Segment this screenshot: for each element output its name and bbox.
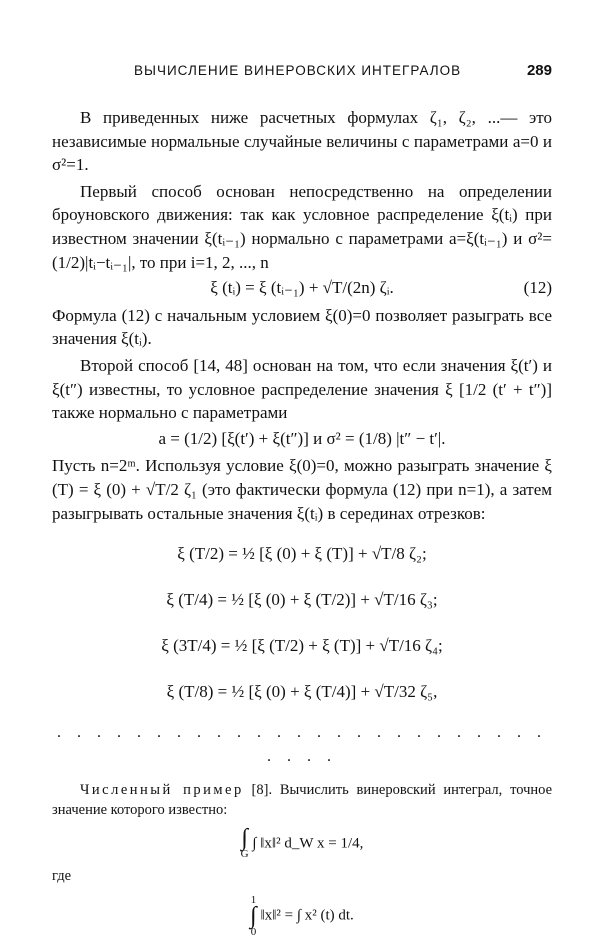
- equation-line: ξ (T/4) = ½ [ξ (0) + ξ (T/2)] + √T/16 ζ₃;: [166, 590, 438, 610]
- integral-sign: ∫ G: [240, 825, 249, 860]
- wiener-integral-formula: [52, 825, 552, 860]
- norm-formula: [52, 894, 552, 938]
- equation-line: ξ (T/2) = ½ [ξ (0) + ξ (T)] + √T/8 ζ₂;: [177, 544, 427, 564]
- ellipsis-row: . . . . . . . . . . . . . . . . . . . . . . . . . . . . .: [57, 724, 547, 765]
- equation-line: ξ (3T/4) = ½ [ξ (T/2) + ξ (T)] + √T/16 ζ₄;: [161, 636, 443, 656]
- example-text: Вычислить винеровский интеграл, точное значение которого известно:: [52, 782, 553, 818]
- equation-list: [52, 531, 552, 715]
- paragraph-4: Второй способ [14, 48] основан на том, что если значения ξ(t′) и ξ(t″) известны, то условное распределение значения ξ [1/2 (t′ + t″)] также нормально с параметрами: [52, 355, 552, 423]
- page-header: [52, 62, 552, 79]
- norm-formula-body: ‖x‖² = ∫ x² (t) dt.: [260, 907, 354, 924]
- integral-domain: G: [240, 848, 249, 860]
- running-title: ВЫЧИСЛЕНИЕ ВИНЕРОВСКИХ ИНТЕГРАЛОВ: [134, 63, 462, 78]
- equation-number: (12): [523, 278, 552, 298]
- example-label: Численный пример: [80, 782, 244, 798]
- equation-12: [52, 276, 552, 300]
- integral-lower-limit: 0: [250, 926, 257, 938]
- where-label: где: [52, 868, 72, 884]
- equation-12-body: ξ (tᵢ) = ξ (tᵢ₋₁) + √T/(2n) ζᵢ.: [210, 278, 394, 298]
- main-text: [52, 106, 552, 768]
- parameters-formula: a = (1/2) [ξ(t′) + ξ(t″)] и σ² = (1/8) |t″ − t′|.: [158, 428, 446, 448]
- paragraph-2: Первый способ основан непосредственно на определении броуновского движения: так как условное распределение ξ(tᵢ) при известном значении ξ(tᵢ₋₁) нормально с параметрами a=ξ(tᵢ₋₁) и σ²=(1/2)|tᵢ−tᵢ₋₁|, то при i=1, 2, ..., n: [52, 181, 552, 272]
- paragraph-1: В приведенных ниже расчетных формулах ζ₁, ζ₂, ...— это независимые нормальные случайные величины с параметрами a=0 и σ²=1.: [52, 108, 552, 175]
- page-number: 289: [526, 62, 552, 79]
- equation-line: ξ (T/8) = ½ [ξ (0) + ξ (T/4)] + √T/32 ζ₅,: [166, 682, 438, 702]
- paragraph-3: Формула (12) с начальным условием ξ(0)=0 позволяет разыграть все значения ξ(tᵢ).: [52, 305, 552, 349]
- example-ref: [8].: [251, 782, 273, 798]
- example-paragraph: [52, 780, 552, 820]
- paragraph-5: Пусть n=2ᵐ. Используя условие ξ(0)=0, можно разыграть значение ξ (T) = ξ (0) + √T/2 ζ₁ (это фактически формула (12) при n=1), а затем разыгрывать остальные значения ξ(tᵢ) в серединах отрезков:: [52, 456, 552, 523]
- integral-upper-limit: 1: [250, 894, 257, 906]
- integral-sign: 1 ∫ 0: [250, 894, 257, 938]
- example-section: [52, 780, 552, 944]
- wiener-integral-body: ∫ ‖x‖² d_W x = 1/4,: [252, 835, 364, 852]
